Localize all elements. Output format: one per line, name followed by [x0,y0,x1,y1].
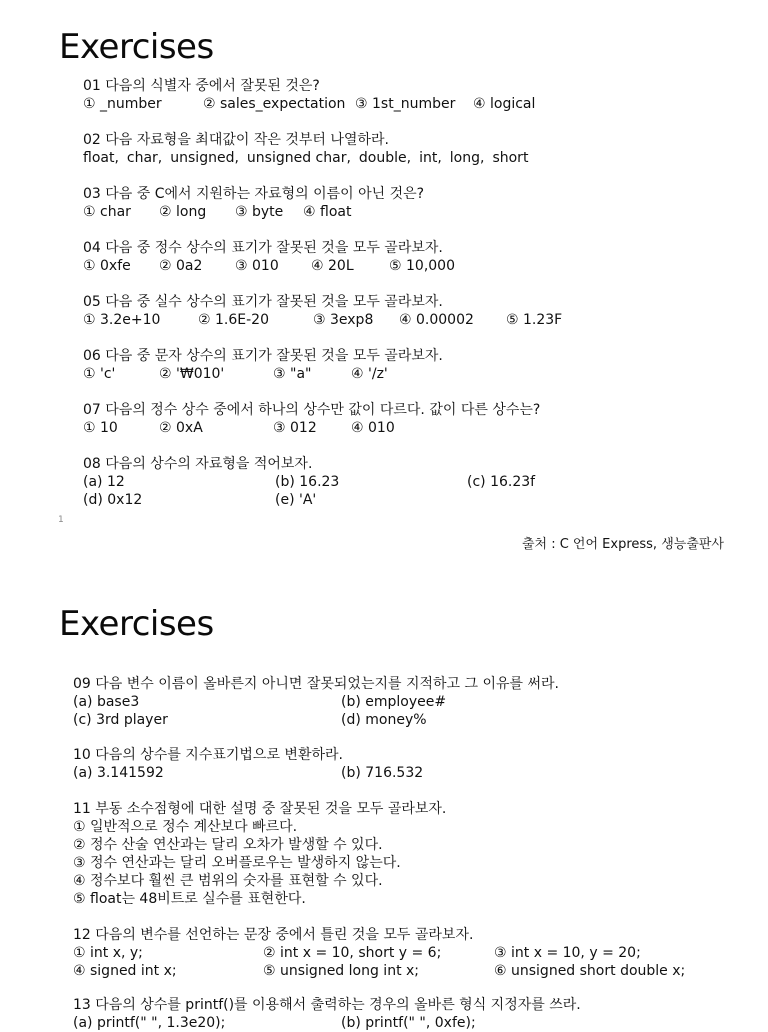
option-1: ① int x, y; [73,945,143,961]
option-4: ④ 20L [311,258,354,274]
question-text: 06 다음 중 문자 상수의 표기가 잘못된 것을 모두 골라보자. [83,348,443,364]
option-1: ① 3.2e+10 [83,312,161,328]
option-3: ③ 010 [235,258,279,274]
question-row-1 [83,473,535,491]
option-2: ② 0xA [159,420,203,436]
statement-5: ⑤ float는 48비트로 실수를 표현한다. [73,891,306,907]
option-3: ③ "a" [273,366,312,382]
option-2: ② long [159,204,207,220]
item-d: (d) 0x12 [83,492,143,508]
slide-title: Exercises [59,27,214,67]
option-1: ① 10 [83,420,118,436]
question-row-1 [73,693,559,711]
question-05 [83,293,562,329]
option-5: ⑤ 1.23F [506,312,563,328]
option-4: ④ float [303,204,352,220]
statement-3: ③ 정수 연산과는 달리 오버플로우는 발생하지 않는다. [73,855,401,871]
question-row-2 [83,491,535,509]
question-10 [73,746,423,782]
question-text: 09 다음 변수 이름이 올바른지 아니면 잘못되었는지를 지적하고 그 이유를 써라. [73,676,560,692]
slide-title: Exercises [59,604,214,644]
option-3: ③ 3exp8 [313,312,374,328]
item-b: (b) 716.532 [341,765,424,781]
question-text: 08 다음의 상수의 자료형을 적어보자. [83,456,313,472]
option-4: ④ 0.00002 [399,312,474,328]
option-3: ③ 012 [273,420,317,436]
option-3: unsigned, [170,150,239,166]
question-text: 12 다음의 변수를 선언하는 문장 중에서 틀린 것을 모두 골라보자. [73,927,474,943]
question-07 [83,401,540,437]
question-13 [73,996,581,1032]
question-11 [73,800,446,908]
item-d: (d) money% [341,712,427,728]
option-4: ④ logical [473,96,536,112]
option-1: float, [83,150,119,166]
option-2: char, [126,150,163,166]
slide-2 [0,575,768,1031]
question-02 [83,131,528,167]
item-b: (b) employee# [341,694,447,710]
question-options [83,365,443,383]
question-row-1 [73,764,423,782]
item-c: (c) 16.23f [467,474,536,490]
statement-2: ② 정수 산술 연산과는 달리 오차가 발생할 수 있다. [73,837,383,853]
question-04 [83,239,455,275]
item-c: (c) 3rd player [73,712,168,728]
option-2: ② '₩010' [159,366,225,382]
question-options [83,311,562,329]
question-03 [83,185,424,221]
option-2: ② int x = 10, short y = 6; [263,945,442,961]
option-4: ④ 010 [351,420,395,436]
question-text: 04 다음 중 정수 상수의 표기가 잘못된 것을 모두 골라보자. [83,240,443,256]
item-a: (a) 12 [83,474,125,490]
question-options [83,419,540,437]
question-text: 01 다음의 식별자 중에서 잘못된 것은? [83,78,320,94]
question-text: 07 다음의 정수 상수 중에서 하나의 상수만 값이 다르다. 값이 다른 상수는? [83,402,541,418]
question-row-1 [73,1014,581,1032]
option-4: ④ '/z' [351,366,388,382]
item-a: (a) 3.141592 [73,765,164,781]
question-text: 13 다음의 상수를 printf()를 이용해서 출력하는 경우의 올바른 형식 지정자를 쓰라. [73,997,581,1013]
option-5: double, [358,150,412,166]
item-a: (a) printf(" ", 1.3e20); [73,1015,226,1031]
question-09 [73,675,559,729]
question-text: 10 다음의 상수를 지수표기법으로 변환하라. [73,747,343,763]
question-12 [73,926,685,980]
question-row-1 [73,944,685,962]
option-1: ① char [83,204,131,220]
option-6: ⑥ unsigned short double x; [494,963,686,979]
question-options [83,95,535,113]
question-options [83,203,424,221]
option-3: ③ 1st_number [355,96,456,112]
option-2: ② 1.6E-20 [198,312,269,328]
question-text: 03 다음 중 C에서 지원하는 자료형의 이름이 아닌 것은? [83,186,425,202]
option-3: ③ int x = 10, y = 20; [494,945,641,961]
question-options [83,149,528,167]
option-8: short [492,150,529,166]
question-options [83,257,455,275]
option-1: ① 'c' [83,366,116,382]
item-e: (e) 'A' [275,492,317,508]
option-6: int, [419,150,442,166]
source-citation: 출처 : C 언어 Express, 생능출판사 [521,537,724,552]
option-2: ② sales_expectation [203,96,346,112]
question-text: 11 부동 소수점형에 대한 설명 중 잘못된 것을 모두 골라보자. [73,801,447,817]
question-06 [83,347,443,383]
item-b: (b) printf(" ", 0xfe); [341,1015,476,1031]
option-2: ② 0a2 [159,258,203,274]
item-a: (a) base3 [73,694,140,710]
question-row-2 [73,711,559,729]
question-row-2 [73,962,685,980]
question-08 [83,455,535,509]
option-4: unsigned char, [246,150,351,166]
option-5: ⑤ unsigned long int x; [263,963,420,979]
question-text: 05 다음 중 실수 상수의 표기가 잘못된 것을 모두 골라보자. [83,294,443,310]
option-7: long, [449,150,485,166]
question-text: 02 다음 자료형을 최대값이 작은 것부터 나열하라. [83,132,389,148]
option-5: ⑤ 10,000 [389,258,455,274]
slide-number: 1 [58,515,64,525]
option-1: ① 0xfe [83,258,131,274]
option-3: ③ byte [235,204,284,220]
option-1: ① _number [83,96,162,112]
option-4: ④ signed int x; [73,963,177,979]
statement-1: ① 일반적으로 정수 계산보다 빠르다. [73,819,298,835]
question-01 [83,77,535,113]
item-b: (b) 16.23 [275,474,340,490]
statement-4: ④ 정수보다 훨씬 큰 범위의 숫자를 표현할 수 있다. [73,873,383,889]
